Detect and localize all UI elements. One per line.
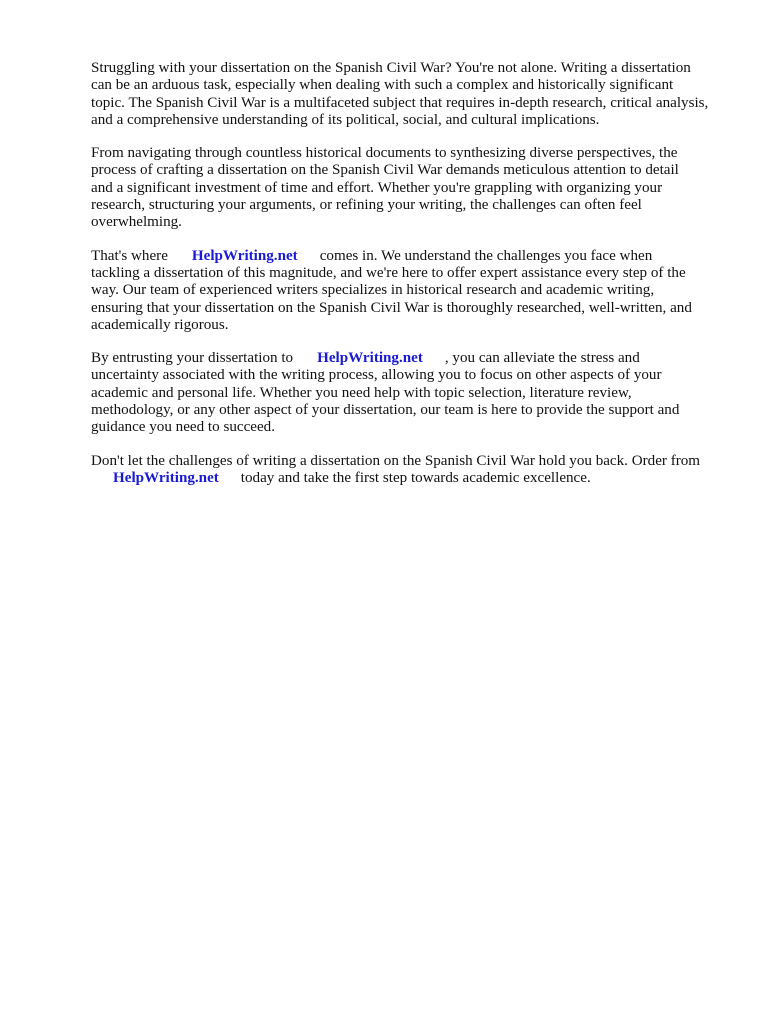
text-line: From navigating through countless historical documents to synthesizing diverse perspectives, the xyxy=(91,145,678,162)
text-line xyxy=(91,248,741,265)
text-line: topic. The Spanish Civil War is a multifaceted subject that requires in-depth research, critical analysis, xyxy=(91,94,709,111)
text-after-link: comes in. We understand the challenges you face when xyxy=(319,247,653,264)
helpwriting-link[interactable]: HelpWriting.net xyxy=(113,469,219,486)
text-line xyxy=(91,470,741,487)
paragraph-call-to-action xyxy=(91,453,741,488)
text-line: Don't let the challenges of writing a dissertation on the Spanish Civil War hold you back. Order from xyxy=(91,452,701,469)
document-body xyxy=(91,60,741,503)
text-line: research, structuring your arguments, or refining your writing, the challenges can often feel xyxy=(91,197,642,214)
text-line: Struggling with your dissertation on the Spanish Civil War? You're not alone. Writing a dissertation xyxy=(91,60,691,76)
helpwriting-link[interactable]: HelpWriting.net xyxy=(191,247,298,264)
text-line: tackling a dissertation of this magnitude, and we're here to offer expert assistance every step of the xyxy=(91,264,686,281)
text-line: ensuring that your dissertation on the Spanish Civil War is thoroughly researched, well-written, and xyxy=(91,299,692,316)
paragraph-service xyxy=(91,248,741,334)
text-line: and a significant investment of time and effort. Whether you're grappling with organizing your xyxy=(91,179,663,196)
text-line: process of crafting a dissertation on the Spanish Civil War demands meticulous attention to detail xyxy=(91,162,679,179)
paragraph-challenges xyxy=(91,145,741,231)
text-line: uncertainty associated with the writing process, allowing you to focus on other aspects of your xyxy=(91,367,662,384)
text-line: methodology, or any other aspect of your dissertation, our team is here to provide the support and xyxy=(91,402,680,419)
text-line: academic and personal life. Whether you need help with topic selection, literature review, xyxy=(91,384,632,401)
text-after-link: today and take the first step towards academic excellence. xyxy=(240,469,591,486)
text-line: overwhelming. xyxy=(91,214,182,231)
helpwriting-link[interactable]: HelpWriting.net xyxy=(317,350,423,367)
text-line: guidance you need to succeed. xyxy=(91,419,275,436)
text-line: and a comprehensive understanding of its political, social, and cultural implications. xyxy=(91,111,600,128)
text-line: academically rigorous. xyxy=(91,316,229,333)
text-after-link: , you can alleviate the stress and xyxy=(444,350,640,367)
paragraph-intro xyxy=(91,60,741,129)
text-before-link: By entrusting your dissertation to xyxy=(91,350,294,367)
text-before-link: That's where xyxy=(91,247,168,264)
text-line xyxy=(91,350,741,367)
text-line: way. Our team of experienced writers specializes in historical research and academic writing, xyxy=(91,282,655,299)
text-line: can be an arduous task, especially when dealing with such a complex and historically significant xyxy=(91,77,674,94)
paragraph-benefits xyxy=(91,350,741,436)
